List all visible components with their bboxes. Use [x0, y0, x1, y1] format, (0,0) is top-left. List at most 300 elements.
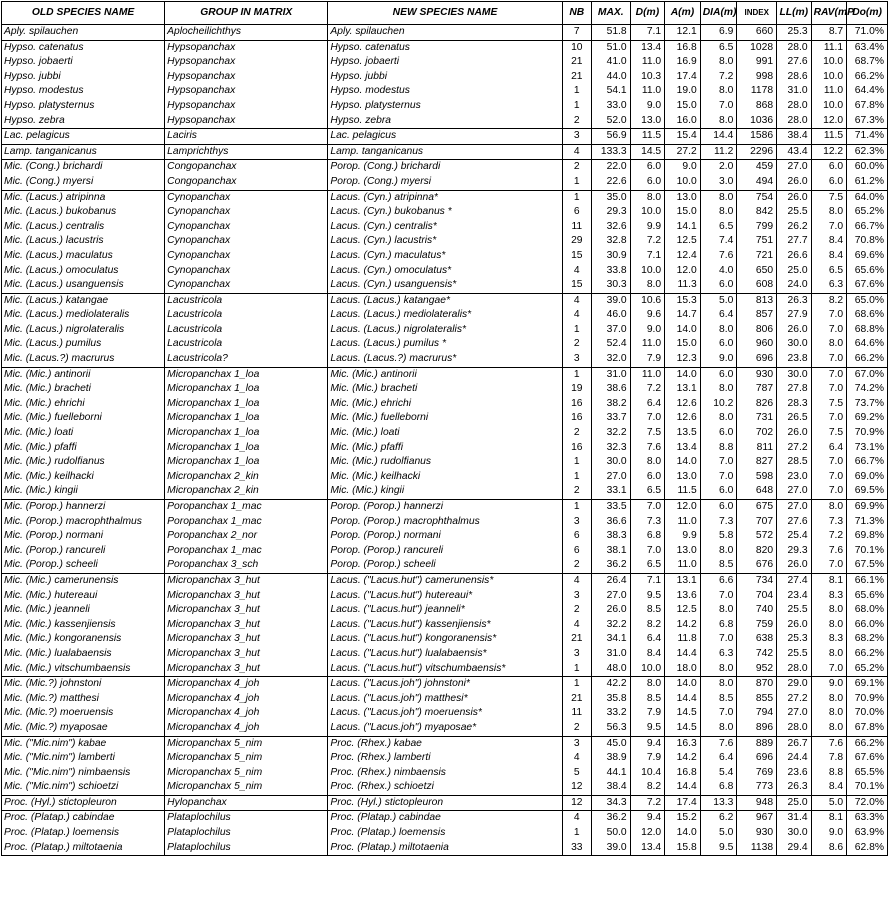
d-cell: 9.5 — [630, 589, 665, 604]
index-cell: 2296 — [737, 144, 777, 160]
header-do: Do(m) — [847, 2, 888, 25]
group-in-matrix-cell: Micropanchax 1_loa — [165, 426, 328, 441]
nb-cell: 2 — [562, 603, 591, 618]
ll-cell: 25.3 — [777, 632, 812, 647]
table-row — [2, 811, 888, 826]
index-cell: 598 — [737, 470, 777, 485]
rav-cell: 7.6 — [811, 736, 847, 751]
dia-cell: 6.0 — [700, 426, 737, 441]
do-cell: 61.2% — [847, 175, 888, 190]
old-species-name-cell: Proc. (Hyl.) stictopleuron — [2, 795, 165, 811]
max-cell: 26.0 — [591, 603, 630, 618]
new-species-name-cell: Hypso. zebra — [328, 114, 562, 129]
table-row — [2, 397, 888, 412]
max-cell: 38.3 — [591, 529, 630, 544]
dia-cell: 6.0 — [700, 337, 737, 352]
index-cell: 799 — [737, 220, 777, 235]
dia-cell: 6.0 — [700, 367, 737, 382]
new-species-name-cell: Lacus. ("Lacus.joh") johnstoni* — [328, 677, 562, 692]
old-species-name-cell: Mic. (Mic.) vitschumbaensis — [2, 662, 165, 677]
group-in-matrix-cell: Micropanchax 1_loa — [165, 397, 328, 412]
do-cell: 70.0% — [847, 706, 888, 721]
dia-cell: 6.6 — [700, 573, 737, 588]
old-species-name-cell: Proc. (Platap.) cabindae — [2, 811, 165, 826]
rav-cell: 8.6 — [811, 841, 847, 856]
index-cell: 952 — [737, 662, 777, 677]
group-in-matrix-cell: Micropanchax 2_kin — [165, 470, 328, 485]
nb-cell: 1 — [562, 367, 591, 382]
group-in-matrix-cell: Micropanchax 3_hut — [165, 647, 328, 662]
ll-cell: 26.0 — [777, 558, 812, 573]
new-species-name-cell: Porop. (Cong.) myersi — [328, 175, 562, 190]
rav-cell: 7.0 — [811, 367, 847, 382]
group-in-matrix-cell: Congopanchax — [165, 160, 328, 175]
index-cell: 1028 — [737, 40, 777, 55]
group-in-matrix-cell: Micropanchax 5_nim — [165, 751, 328, 766]
rav-cell: 8.1 — [811, 573, 847, 588]
group-in-matrix-cell: Micropanchax 3_hut — [165, 573, 328, 588]
new-species-name-cell: Lacus. (Cyn.) bukobanus * — [328, 205, 562, 220]
a-cell: 12.4 — [665, 249, 701, 264]
index-cell: 998 — [737, 70, 777, 85]
a-cell: 13.4 — [665, 441, 701, 456]
do-cell: 66.2% — [847, 70, 888, 85]
table-row — [2, 114, 888, 129]
do-cell: 67.0% — [847, 367, 888, 382]
max-cell: 46.0 — [591, 308, 630, 323]
index-cell: 806 — [737, 323, 777, 338]
do-cell: 64.4% — [847, 84, 888, 99]
group-in-matrix-cell: Lacustricola — [165, 337, 328, 352]
rav-cell: 12.0 — [811, 114, 847, 129]
new-species-name-cell: Lacus. ("Lacus.joh") moeruensis* — [328, 706, 562, 721]
table-row — [2, 841, 888, 856]
rav-cell: 6.4 — [811, 441, 847, 456]
ll-cell: 26.0 — [777, 618, 812, 633]
rav-cell: 8.0 — [811, 603, 847, 618]
do-cell: 66.2% — [847, 352, 888, 367]
table-row — [2, 144, 888, 160]
table-row — [2, 455, 888, 470]
table-row — [2, 382, 888, 397]
group-in-matrix-cell: Micropanchax 4_joh — [165, 692, 328, 707]
do-cell: 65.0% — [847, 293, 888, 308]
d-cell: 7.3 — [630, 515, 665, 530]
ll-cell: 25.0 — [777, 795, 812, 811]
new-species-name-cell: Porop. (Porop.) scheeli — [328, 558, 562, 573]
table-row — [2, 337, 888, 352]
ll-cell: 27.8 — [777, 382, 812, 397]
ll-cell: 23.6 — [777, 766, 812, 781]
a-cell: 15.2 — [665, 811, 701, 826]
nb-cell: 2 — [562, 337, 591, 352]
rav-cell: 10.0 — [811, 99, 847, 114]
a-cell: 12.6 — [665, 411, 701, 426]
table-row — [2, 544, 888, 559]
nb-cell: 4 — [562, 751, 591, 766]
a-cell: 11.5 — [665, 484, 701, 499]
nb-cell: 29 — [562, 234, 591, 249]
new-species-name-cell: Lacus. (Lacus.) nigrolateralis* — [328, 323, 562, 338]
nb-cell: 21 — [562, 692, 591, 707]
a-cell: 14.5 — [665, 706, 701, 721]
max-cell: 33.8 — [591, 264, 630, 279]
d-cell: 11.0 — [630, 367, 665, 382]
rav-cell: 9.0 — [811, 826, 847, 841]
dia-cell: 7.0 — [700, 589, 737, 604]
new-species-name-cell: Mic. (Mic.) kingii — [328, 484, 562, 499]
group-in-matrix-cell: Micropanchax 1_loa — [165, 382, 328, 397]
a-cell: 18.0 — [665, 662, 701, 677]
table-row — [2, 647, 888, 662]
index-cell: 1036 — [737, 114, 777, 129]
ll-cell: 27.0 — [777, 500, 812, 515]
table-row — [2, 278, 888, 293]
nb-cell: 21 — [562, 632, 591, 647]
group-in-matrix-cell: Micropanchax 3_hut — [165, 589, 328, 604]
group-in-matrix-cell: Poropanchax 1_mac — [165, 500, 328, 515]
ll-cell: 26.2 — [777, 220, 812, 235]
a-cell: 14.4 — [665, 692, 701, 707]
max-cell: 38.9 — [591, 751, 630, 766]
a-cell: 12.5 — [665, 603, 701, 618]
nb-cell: 2 — [562, 114, 591, 129]
new-species-name-cell: Proc. (Rhex.) lamberti — [328, 751, 562, 766]
d-cell: 10.0 — [630, 205, 665, 220]
table-row — [2, 780, 888, 795]
rav-cell: 7.0 — [811, 411, 847, 426]
do-cell: 62.3% — [847, 144, 888, 160]
new-species-name-cell: Mic. (Mic.) rudolfianus — [328, 455, 562, 470]
a-cell: 15.0 — [665, 337, 701, 352]
a-cell: 9.9 — [665, 529, 701, 544]
a-cell: 14.2 — [665, 751, 701, 766]
a-cell: 13.6 — [665, 589, 701, 604]
new-species-name-cell: Mic. (Mic.) loati — [328, 426, 562, 441]
a-cell: 13.5 — [665, 426, 701, 441]
d-cell: 10.6 — [630, 293, 665, 308]
index-cell: 896 — [737, 721, 777, 736]
do-cell: 65.5% — [847, 766, 888, 781]
old-species-name-cell: Mic. (Lacus.) mediolateralis — [2, 308, 165, 323]
do-cell: 66.7% — [847, 220, 888, 235]
rav-cell: 8.0 — [811, 721, 847, 736]
table-row — [2, 662, 888, 677]
max-cell: 34.1 — [591, 632, 630, 647]
nb-cell: 10 — [562, 40, 591, 55]
old-species-name-cell: Mic. (Mic.) rudolfianus — [2, 455, 165, 470]
old-species-name-cell: Mic. (Mic.) lualabaensis — [2, 647, 165, 662]
table-row — [2, 766, 888, 781]
old-species-name-cell: Mic. (Porop.) hannerzi — [2, 500, 165, 515]
d-cell: 9.9 — [630, 220, 665, 235]
table-row — [2, 826, 888, 841]
d-cell: 8.2 — [630, 618, 665, 633]
ll-cell: 23.0 — [777, 470, 812, 485]
ll-cell: 24.4 — [777, 751, 812, 766]
do-cell: 63.9% — [847, 826, 888, 841]
max-cell: 42.2 — [591, 677, 630, 692]
do-cell: 65.2% — [847, 205, 888, 220]
table-row — [2, 323, 888, 338]
old-species-name-cell: Mic. (Porop.) rancureli — [2, 544, 165, 559]
rav-cell: 7.5 — [811, 397, 847, 412]
header-new-species-name: NEW SPECIES NAME — [328, 2, 562, 25]
nb-cell: 33 — [562, 841, 591, 856]
dia-cell: 6.3 — [700, 647, 737, 662]
a-cell: 15.8 — [665, 841, 701, 856]
nb-cell: 1 — [562, 677, 591, 692]
ll-cell: 31.4 — [777, 811, 812, 826]
group-in-matrix-cell: Hypsopanchax — [165, 114, 328, 129]
index-cell: 754 — [737, 190, 777, 205]
d-cell: 9.6 — [630, 308, 665, 323]
header-group-in-matrix: GROUP IN MATRIX — [165, 2, 328, 25]
dia-cell: 6.4 — [700, 751, 737, 766]
dia-cell: 3.0 — [700, 175, 737, 190]
d-cell: 13.4 — [630, 841, 665, 856]
rav-cell: 8.0 — [811, 647, 847, 662]
d-cell: 7.9 — [630, 706, 665, 721]
ll-cell: 25.0 — [777, 264, 812, 279]
ll-cell: 25.3 — [777, 25, 812, 41]
nb-cell: 19 — [562, 382, 591, 397]
d-cell: 7.1 — [630, 249, 665, 264]
new-species-name-cell: Porop. (Porop.) hannerzi — [328, 500, 562, 515]
group-in-matrix-cell: Hypsopanchax — [165, 40, 328, 55]
dia-cell: 8.0 — [700, 662, 737, 677]
rav-cell: 7.0 — [811, 484, 847, 499]
index-cell: 676 — [737, 558, 777, 573]
old-species-name-cell: Mic. ("Mic.nim") schioetzi — [2, 780, 165, 795]
group-in-matrix-cell: Micropanchax 4_joh — [165, 677, 328, 692]
new-species-name-cell: Hypso. jobaerti — [328, 55, 562, 70]
a-cell: 14.1 — [665, 220, 701, 235]
table-row — [2, 692, 888, 707]
ll-cell: 29.4 — [777, 841, 812, 856]
max-cell: 56.9 — [591, 129, 630, 145]
ll-cell: 26.0 — [777, 323, 812, 338]
max-cell: 32.8 — [591, 234, 630, 249]
ll-cell: 27.6 — [777, 55, 812, 70]
a-cell: 14.4 — [665, 780, 701, 795]
nb-cell: 12 — [562, 780, 591, 795]
dia-cell: 13.3 — [700, 795, 737, 811]
do-cell: 68.7% — [847, 55, 888, 70]
a-cell: 15.0 — [665, 205, 701, 220]
dia-cell: 7.4 — [700, 234, 737, 249]
new-species-name-cell: Proc. (Rhex.) nimbaensis — [328, 766, 562, 781]
d-cell: 9.0 — [630, 99, 665, 114]
dia-cell: 6.9 — [700, 25, 737, 41]
d-cell: 11.0 — [630, 337, 665, 352]
index-cell: 1178 — [737, 84, 777, 99]
a-cell: 14.7 — [665, 308, 701, 323]
new-species-name-cell: Mic. (Mic.) keilhacki — [328, 470, 562, 485]
max-cell: 38.6 — [591, 382, 630, 397]
do-cell: 66.0% — [847, 618, 888, 633]
old-species-name-cell: Mic. (Mic.) loati — [2, 426, 165, 441]
a-cell: 16.8 — [665, 766, 701, 781]
index-cell: 459 — [737, 160, 777, 175]
dia-cell: 6.0 — [700, 500, 737, 515]
old-species-name-cell: Mic. (Lacus.) omoculatus — [2, 264, 165, 279]
group-in-matrix-cell: Hylopanchax — [165, 795, 328, 811]
do-cell: 63.4% — [847, 40, 888, 55]
a-cell: 14.0 — [665, 323, 701, 338]
ll-cell: 27.2 — [777, 441, 812, 456]
header-old-species-name: OLD SPECIES NAME — [2, 2, 165, 25]
a-cell: 13.0 — [665, 190, 701, 205]
rav-cell: 10.0 — [811, 55, 847, 70]
rav-cell: 7.0 — [811, 558, 847, 573]
a-cell: 14.0 — [665, 367, 701, 382]
header-a: A(m) — [665, 2, 701, 25]
ll-cell: 28.3 — [777, 397, 812, 412]
do-cell: 69.1% — [847, 677, 888, 692]
old-species-name-cell: Proc. (Platap.) miltotaenia — [2, 841, 165, 856]
d-cell: 8.5 — [630, 692, 665, 707]
new-species-name-cell: Proc. (Platap.) miltotaenia — [328, 841, 562, 856]
a-cell: 14.0 — [665, 826, 701, 841]
group-in-matrix-cell: Poropanchax 2_nor — [165, 529, 328, 544]
dia-cell: 6.5 — [700, 220, 737, 235]
a-cell: 14.5 — [665, 721, 701, 736]
ll-cell: 27.2 — [777, 692, 812, 707]
group-in-matrix-cell: Cynopanchax — [165, 278, 328, 293]
d-cell: 6.8 — [630, 529, 665, 544]
ll-cell: 26.0 — [777, 175, 812, 190]
old-species-name-cell: Mic. (Mic.?) myaposae — [2, 721, 165, 736]
rav-cell: 8.3 — [811, 632, 847, 647]
ll-cell: 28.5 — [777, 455, 812, 470]
dia-cell: 7.3 — [700, 515, 737, 530]
do-cell: 67.3% — [847, 114, 888, 129]
dia-cell: 8.0 — [700, 382, 737, 397]
index-cell: 731 — [737, 411, 777, 426]
a-cell: 11.3 — [665, 278, 701, 293]
new-species-name-cell: Lac. pelagicus — [328, 129, 562, 145]
group-in-matrix-cell: Cynopanchax — [165, 205, 328, 220]
index-cell: 734 — [737, 573, 777, 588]
d-cell: 6.5 — [630, 484, 665, 499]
index-cell: 811 — [737, 441, 777, 456]
table-row — [2, 706, 888, 721]
max-cell: 52.4 — [591, 337, 630, 352]
dia-cell: 7.0 — [700, 470, 737, 485]
old-species-name-cell: Hypso. jobaerti — [2, 55, 165, 70]
old-species-name-cell: Mic. (Lacus.?) macrurus — [2, 352, 165, 367]
a-cell: 12.1 — [665, 25, 701, 41]
group-in-matrix-cell: Hypsopanchax — [165, 55, 328, 70]
index-cell: 740 — [737, 603, 777, 618]
new-species-name-cell: Proc. (Rhex.) schioetzi — [328, 780, 562, 795]
a-cell: 11.8 — [665, 632, 701, 647]
ll-cell: 26.0 — [777, 426, 812, 441]
ll-cell: 38.4 — [777, 129, 812, 145]
nb-cell: 4 — [562, 264, 591, 279]
index-cell: 930 — [737, 367, 777, 382]
a-cell: 13.1 — [665, 382, 701, 397]
header-rav: RAV(mP — [811, 2, 847, 25]
ll-cell: 26.3 — [777, 293, 812, 308]
old-species-name-cell: Proc. (Platap.) loemensis — [2, 826, 165, 841]
max-cell: 26.4 — [591, 573, 630, 588]
rav-cell: 6.3 — [811, 278, 847, 293]
index-cell: 702 — [737, 426, 777, 441]
nb-cell: 4 — [562, 293, 591, 308]
d-cell: 9.0 — [630, 323, 665, 338]
ll-cell: 30.0 — [777, 337, 812, 352]
max-cell: 37.0 — [591, 323, 630, 338]
dia-cell: 6.0 — [700, 484, 737, 499]
group-in-matrix-cell: Hypsopanchax — [165, 70, 328, 85]
group-in-matrix-cell: Micropanchax 1_loa — [165, 411, 328, 426]
index-cell: 827 — [737, 455, 777, 470]
old-species-name-cell: Mic. (Mic.) kongoranensis — [2, 632, 165, 647]
ll-cell: 43.4 — [777, 144, 812, 160]
header-max: MAX. — [591, 2, 630, 25]
do-cell: 60.0% — [847, 160, 888, 175]
rav-cell: 7.8 — [811, 751, 847, 766]
new-species-name-cell: Lacus. ("Lacus.hut") lualabaensis* — [328, 647, 562, 662]
old-species-name-cell: Mic. (Mic.) hutereaui — [2, 589, 165, 604]
d-cell: 7.9 — [630, 751, 665, 766]
old-species-name-cell: Mic. (Lacus.) atripinna — [2, 190, 165, 205]
old-species-name-cell: Mic. ("Mic.nim") lamberti — [2, 751, 165, 766]
d-cell: 8.4 — [630, 647, 665, 662]
d-cell: 7.1 — [630, 573, 665, 588]
do-cell: 66.1% — [847, 573, 888, 588]
header-ll: LL(m) — [777, 2, 812, 25]
a-cell: 12.6 — [665, 397, 701, 412]
new-species-name-cell: Porop. (Porop.) macrophthalmus — [328, 515, 562, 530]
table-row — [2, 500, 888, 515]
table-row — [2, 25, 888, 41]
dia-cell: 6.5 — [700, 40, 737, 55]
d-cell: 7.2 — [630, 234, 665, 249]
new-species-name-cell: Lacus. (Cyn.) omoculatus* — [328, 264, 562, 279]
table-body — [2, 25, 888, 856]
table-row — [2, 220, 888, 235]
dia-cell: 5.8 — [700, 529, 737, 544]
nb-cell: 6 — [562, 205, 591, 220]
do-cell: 73.7% — [847, 397, 888, 412]
index-cell: 648 — [737, 484, 777, 499]
group-in-matrix-cell: Micropanchax 3_hut — [165, 662, 328, 677]
max-cell: 51.0 — [591, 40, 630, 55]
index-cell: 707 — [737, 515, 777, 530]
max-cell: 45.0 — [591, 736, 630, 751]
ll-cell: 30.0 — [777, 367, 812, 382]
nb-cell: 2 — [562, 160, 591, 175]
new-species-name-cell: Hypso. modestus — [328, 84, 562, 99]
old-species-name-cell: Mic. (Cong.) brichardi — [2, 160, 165, 175]
group-in-matrix-cell: Micropanchax 3_hut — [165, 632, 328, 647]
a-cell: 16.3 — [665, 736, 701, 751]
new-species-name-cell: Lacus. (Lacus.?) macrurus* — [328, 352, 562, 367]
index-cell: 638 — [737, 632, 777, 647]
index-cell: 675 — [737, 500, 777, 515]
do-cell: 70.8% — [847, 234, 888, 249]
do-cell: 64.6% — [847, 337, 888, 352]
index-cell: 794 — [737, 706, 777, 721]
old-species-name-cell: Lamp. tanganicanus — [2, 144, 165, 160]
ll-cell: 28.6 — [777, 70, 812, 85]
table-row — [2, 249, 888, 264]
table-row — [2, 426, 888, 441]
d-cell: 7.9 — [630, 352, 665, 367]
